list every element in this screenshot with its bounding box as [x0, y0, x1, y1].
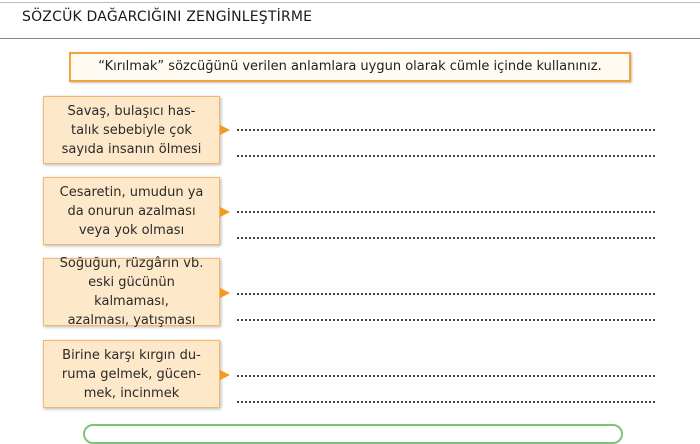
pointer-arrow-icon — [220, 370, 230, 380]
answer-line-2a[interactable] — [237, 211, 655, 213]
pointer-arrow-icon — [220, 288, 230, 298]
answer-line-3b[interactable] — [237, 319, 655, 321]
answer-line-1b[interactable] — [237, 155, 655, 157]
answer-line-4a[interactable] — [237, 375, 655, 377]
answer-line-2b[interactable] — [237, 237, 655, 239]
page-title: SÖZCÜK DAĞARCIĞINI ZENGİNLEŞTİRME — [22, 9, 313, 25]
page-header — [0, 0, 700, 39]
answer-line-4b[interactable] — [237, 401, 655, 403]
pointer-arrow-icon — [220, 125, 230, 135]
instruction-box: “Kırılmak” sözcüğünü verilen anlamlara uygun olarak cümle içinde kullanınız. — [69, 52, 631, 82]
header-top-rule — [0, 2, 700, 3]
answer-line-1a[interactable] — [237, 129, 655, 131]
answer-line-3a[interactable] — [237, 293, 655, 295]
meaning-card-2: Cesaretin, umudun ya da onurun azalması veya yok olması — [43, 177, 220, 245]
meaning-card-3: Soğuğun, rüzgârın vb. eski gücünün kalmaması, azalması, yatışması — [43, 258, 220, 326]
next-section-box — [83, 424, 623, 444]
meaning-card-1: Savaş, bulaşıcı has- talık sebebiyle çok sayıda insanın ölmesi — [43, 96, 220, 164]
pointer-arrow-icon — [220, 207, 230, 217]
meaning-card-4: Birine karşı kırgın du- ruma gelmek, gücen- mek, incinmek — [43, 340, 220, 408]
